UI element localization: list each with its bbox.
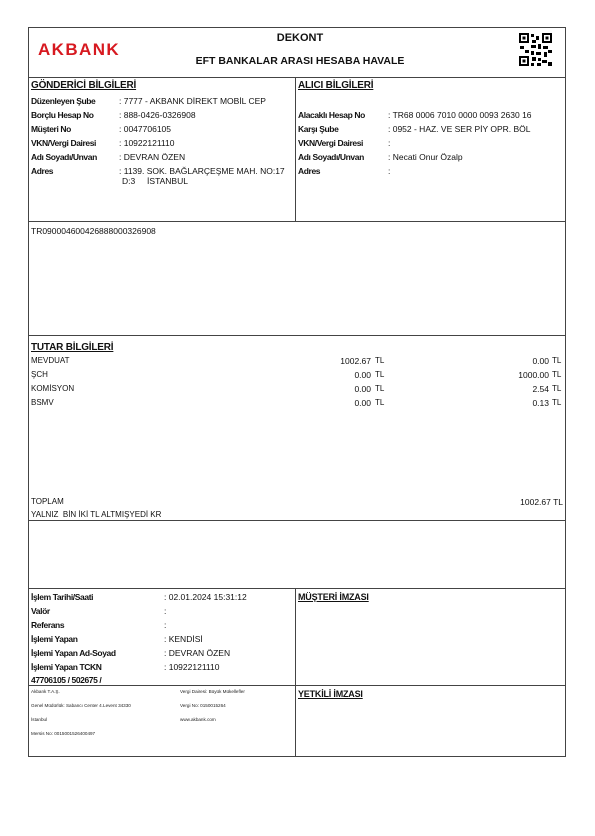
footer-mersis: Mersis No: 0015001526400497 [31,731,96,736]
transaction-value: : 02.01.2024 15:31:12 [164,592,247,602]
amount-label: BSMV [31,398,54,407]
transaction-label: İşlemi Yapan Ad-Soyad [31,648,116,658]
divider [295,588,296,757]
sender-heading: GÖNDERİCİ BİLGİLERİ [31,80,137,91]
receiver-heading: ALICI BİLGİLERİ [298,80,374,91]
transaction-label: Valör [31,606,50,616]
amount-in-words: YALNIZ BİN İKİ TL ALTMIŞYEDİ KR [31,510,162,519]
sender-value: : 888-0426-0326908 [119,110,196,120]
sender-value: : 10922121110 [119,138,175,148]
receiver-value: : [388,138,391,148]
footer-company: Akbank T.A.Ş. [31,689,60,694]
transaction-label: İşlemi Yapan TCKN [31,662,102,672]
divider [28,685,566,686]
currency: TL [552,370,562,379]
transaction-value: : KENDİSİ [164,634,203,644]
amount-value: 0.00 [354,384,371,394]
sender-address-line2: D:3 İSTANBUL [122,176,188,186]
transaction-value: : [164,606,167,616]
qr-code-icon [519,33,552,66]
amount-value: 0.13 [532,398,549,408]
amount-value: 0.00 [532,356,549,366]
sender-value: : 0047706105 [119,124,171,134]
footer-address: Genel Müdürlük: Sabancı Center 4.Levent 34330 [31,703,131,708]
currency: TL [552,356,562,365]
footer-tax-office: Vergi Dairesi: Büyük Mükellefler [180,689,245,694]
divider [28,588,566,589]
sender-address: : 1139. SOK. BAĞLARÇEŞME MAH. NO:17 [119,166,285,176]
receiver-label: Adres [298,166,321,176]
amount-value: 2.54 [532,384,549,394]
amount-value: 1000.00 [518,370,549,380]
receiver-value: : 0952 - HAZ. VE SER PİY OPR. BÖL [388,124,531,134]
amount-value: 0.00 [354,398,371,408]
amounts-heading: TUTAR BİLGİLERİ [31,342,114,353]
transaction-label: İşlemi Yapan [31,634,78,644]
amount-label: MEVDUAT [31,356,70,365]
sender-value: : 7777 - AKBANK DİREKT MOBİL CEP [119,96,266,106]
amount-value: 1002.67 [340,356,371,366]
currency: TL [375,370,385,379]
sender-label: Adres [31,166,54,176]
sender-value: : DEVRAN ÖZEN [119,152,186,162]
currency: TL [375,398,385,407]
bank-logo: AKBANK [38,40,121,59]
amount-label: ŞCH [31,370,48,379]
footer-city: İstanbul [31,717,48,722]
sender-label: VKN/Vergi Dairesi [31,138,97,148]
transfer-description: TR090004600426888000326908 [31,226,156,236]
footer-tax-no: Vergi No: 0150015264 [180,703,226,708]
amount-value: 0.00 [354,370,371,380]
receiver-label: Adı Soyadı/Unvan [298,152,364,162]
divider [28,335,566,336]
transaction-label: Referans [31,620,65,630]
transaction-value: : 10922121110 [164,662,220,672]
receiver-label: Karşı Şube [298,124,339,134]
sender-label: Borçlu Hesap No [31,110,94,120]
sender-label: Adı Soyadı/Unvan [31,152,97,162]
receiver-value: : Necati Onur Özalp [388,152,463,162]
authorized-signature-heading: YETKİLİ İMZASI [298,689,363,699]
transaction-value: : [164,620,167,630]
divider [28,221,566,222]
currency: TL [552,384,562,393]
currency: TL [375,356,385,365]
divider [28,520,566,521]
divider [28,77,566,78]
divider [295,77,296,221]
receiver-value: : TR68 0006 7010 0000 0093 2630 16 [388,110,532,120]
document-title: DEKONT [276,32,324,44]
currency: TL [552,398,562,407]
transaction-value: : DEVRAN ÖZEN [164,648,231,658]
footer-website: www.akbank.com [180,717,216,722]
total-label: TOPLAM [31,497,64,506]
receiver-label: Alacaklı Hesap No [298,110,365,120]
receiver-label: VKN/Vergi Dairesi [298,138,364,148]
currency: TL [375,384,385,393]
amount-label: KOMİSYON [31,384,75,393]
sender-label: Müşteri No [31,124,71,134]
receiver-value: : [388,166,391,176]
document-subtitle: EFT BANKALAR ARASI HESABA HAVALE [195,55,405,67]
sender-label: Düzenleyen Şube [31,96,96,106]
total-value: 1002.67 TL [520,497,563,507]
transaction-label: İşlem Tarihi/Saati [31,592,94,602]
reference-line: 47706105 / 502675 / [31,675,102,685]
customer-signature-heading: MÜŞTERİ İMZASI [298,592,369,602]
